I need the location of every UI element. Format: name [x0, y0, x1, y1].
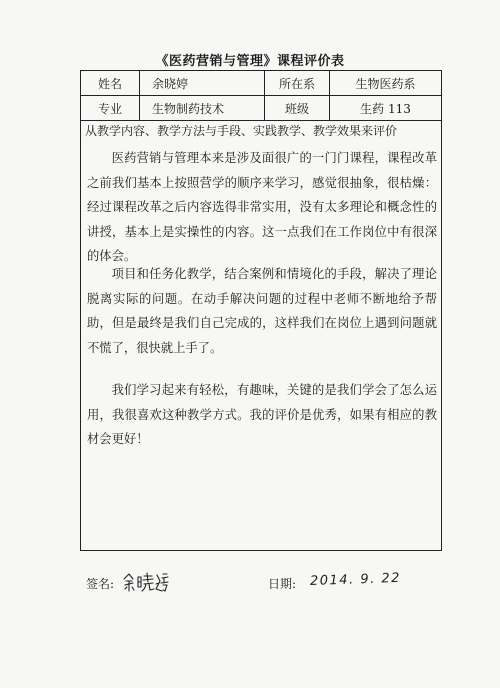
evaluation-paragraph: 我们学习起来有轻松，有趣味，关键的是我们学会了怎么运用，我很喜欢这种教学方式。我的评价是优秀，如果有相应的教材会更好！ [87, 383, 437, 446]
evaluation-paragraph: 项目和任务化教学，结合案例和情境化的手段，解决了理论脱离实际的问题。在动手解决问题的过程中老师不断地给予帮助，但是最终是我们自己完成的，这样我们在岗位上遇到问题就不慌了，很快就上手了。 [87, 267, 437, 355]
form-title: 《医药营销与管理》课程评价表 [155, 54, 345, 69]
student-info-table [80, 70, 442, 121]
date-label: 日期: [268, 577, 297, 591]
class-label: 班级 [265, 96, 330, 121]
handwritten-date: 2014. 9. 22 [309, 570, 402, 589]
signature-label: 签名: [86, 577, 115, 591]
evaluation-prompt: 从教学内容、教学方法与手段、实践教学、教学效果来评价 [85, 124, 398, 138]
info-row-name [81, 71, 442, 96]
handwritten-signature [120, 569, 170, 595]
evaluation-content-box [80, 120, 442, 551]
info-row-major [81, 96, 442, 121]
major-label: 专业 [81, 96, 140, 121]
dept-value: 生物医药系 [330, 71, 442, 96]
dept-label: 所在系 [265, 71, 330, 96]
name-label: 姓名 [81, 71, 140, 96]
evaluation-paragraph: 医药营销与管理本来是涉及面很广的一门门课程，课程改革之前我们基本上按照营学的顺序来学习，感觉很抽象，很枯燥：经过课程改革之后内容选得非常实用，没有太多理论和概念性的讲授，基本上是实操性的内容。这一点我们在工作岗位中有很深的体会。 [87, 151, 437, 263]
name-value: 余晓婷 [140, 71, 265, 96]
major-value: 生物制药技术 [140, 96, 265, 121]
class-value: 生药 113 [330, 96, 442, 121]
